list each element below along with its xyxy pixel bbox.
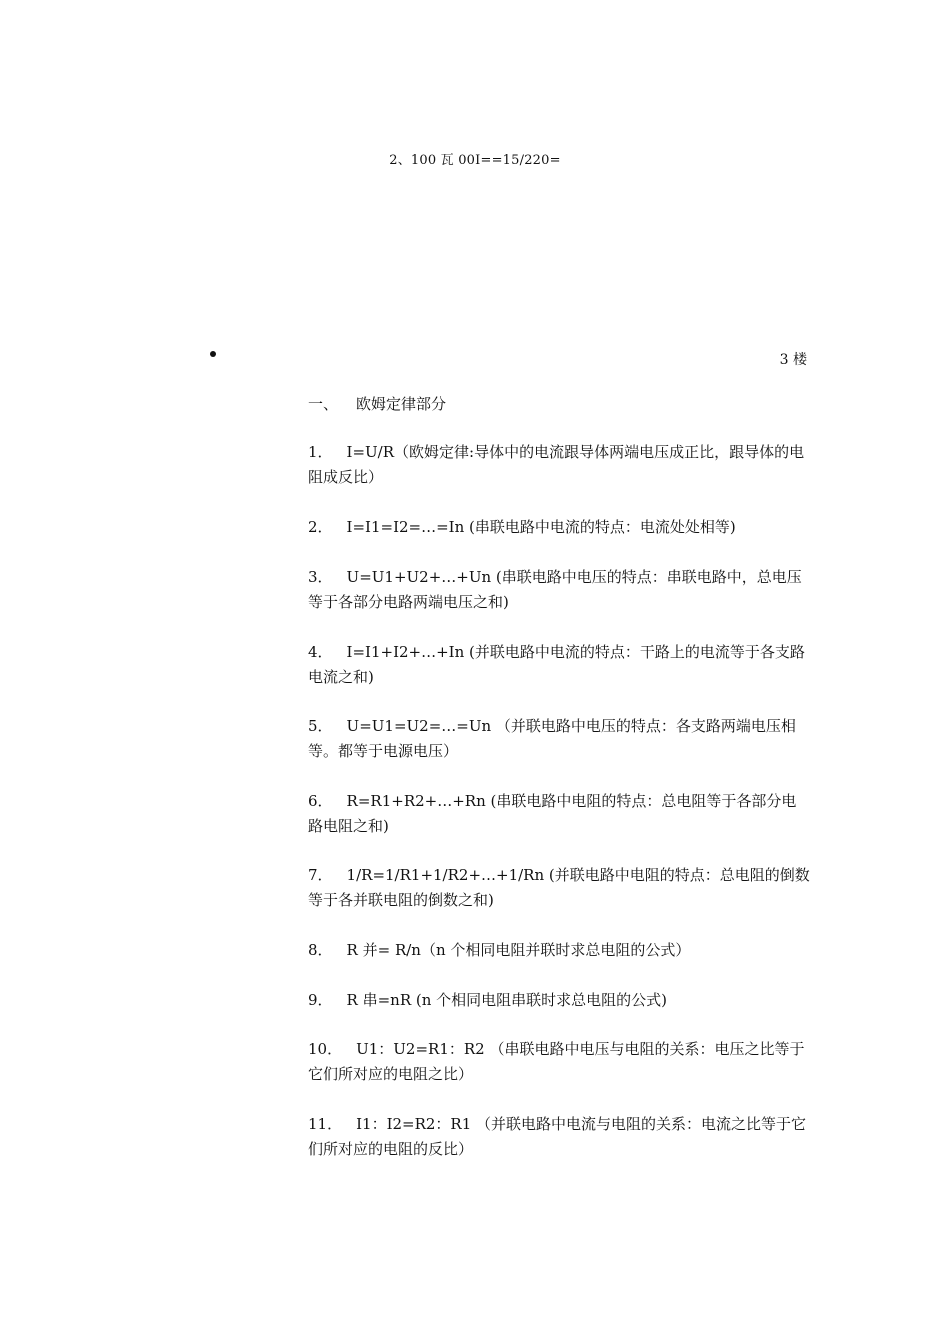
item-number: 7．	[308, 866, 333, 884]
item-text: I=I1+I2+…+In (并联电路中电流的特点：干路上的电流等于各支路电流之和)	[308, 643, 805, 686]
formula-item-9	[308, 988, 810, 1013]
item-number: 2．	[308, 518, 333, 536]
formula-item-4	[308, 640, 810, 690]
item-text: U=U1+U2+…+Un (串联电路中电压的特点：串联电路中，总电压等于各部分电路两端电压之和)	[308, 568, 802, 611]
formula-item-5	[308, 714, 810, 764]
item-text: 1/R=1/R1+1/R2+…+1/Rn (并联电路中电阻的特点：总电阻的倒数等于各并联电阻的倒数之和)	[308, 866, 810, 909]
item-number: 10．	[308, 1040, 343, 1058]
formula-item-1	[308, 440, 810, 490]
item-number: 6．	[308, 792, 333, 810]
item-number: 9．	[308, 991, 333, 1009]
formula-item-2	[308, 515, 810, 540]
item-number: 11．	[308, 1115, 343, 1133]
formula-item-8	[308, 938, 810, 963]
formula-item-7	[308, 863, 810, 913]
item-text: I=I1=I2=…=In (串联电路中电流的特点：电流处处相等)	[346, 518, 736, 536]
formula-item-10	[308, 1037, 810, 1087]
item-number: 5．	[308, 717, 333, 735]
formula-item-3	[308, 565, 810, 615]
section-title	[308, 393, 446, 414]
formula-item-11	[308, 1112, 810, 1162]
item-number: 1．	[308, 443, 333, 461]
section-marker: 一、	[308, 395, 339, 413]
item-text: R 并= R/n（n 个相同电阻并联时求总电阻的公式）	[346, 941, 691, 959]
item-text: R 串=nR (n 个相同电阻串联时求总电阻的公式)	[346, 991, 668, 1009]
item-text: U1：U2=R1：R2 （串联电路中电压与电阻的关系：电压之比等于它们所对应的电阻之比）	[308, 1040, 805, 1083]
item-text: R=R1+R2+…+Rn (串联电路中电阻的特点：总电阻等于各部分电路电阻之和)	[308, 792, 797, 835]
item-text: I=U/R（欧姆定律:导体中的电流跟导体两端电压成正比，跟导体的电阻成反比）	[308, 443, 805, 486]
item-number: 4．	[308, 643, 333, 661]
formula-item-6	[308, 789, 810, 839]
item-text: U=U1=U2=…=Un （并联电路中电压的特点：各支路两端电压相等。都等于电源电压）	[308, 717, 796, 760]
floor-label: 3 楼	[779, 352, 807, 368]
item-number: 8．	[308, 941, 333, 959]
item-text: I1：I2=R2：R1 （并联电路中电流与电阻的关系：电流之比等于它们所对应的电阻的反比）	[308, 1115, 807, 1158]
list-bullet	[210, 351, 216, 357]
item-number: 3．	[308, 568, 333, 586]
top-line: 2、100 瓦 00I==15/220=	[389, 153, 561, 168]
section-title-text: 欧姆定律部分	[356, 395, 447, 413]
